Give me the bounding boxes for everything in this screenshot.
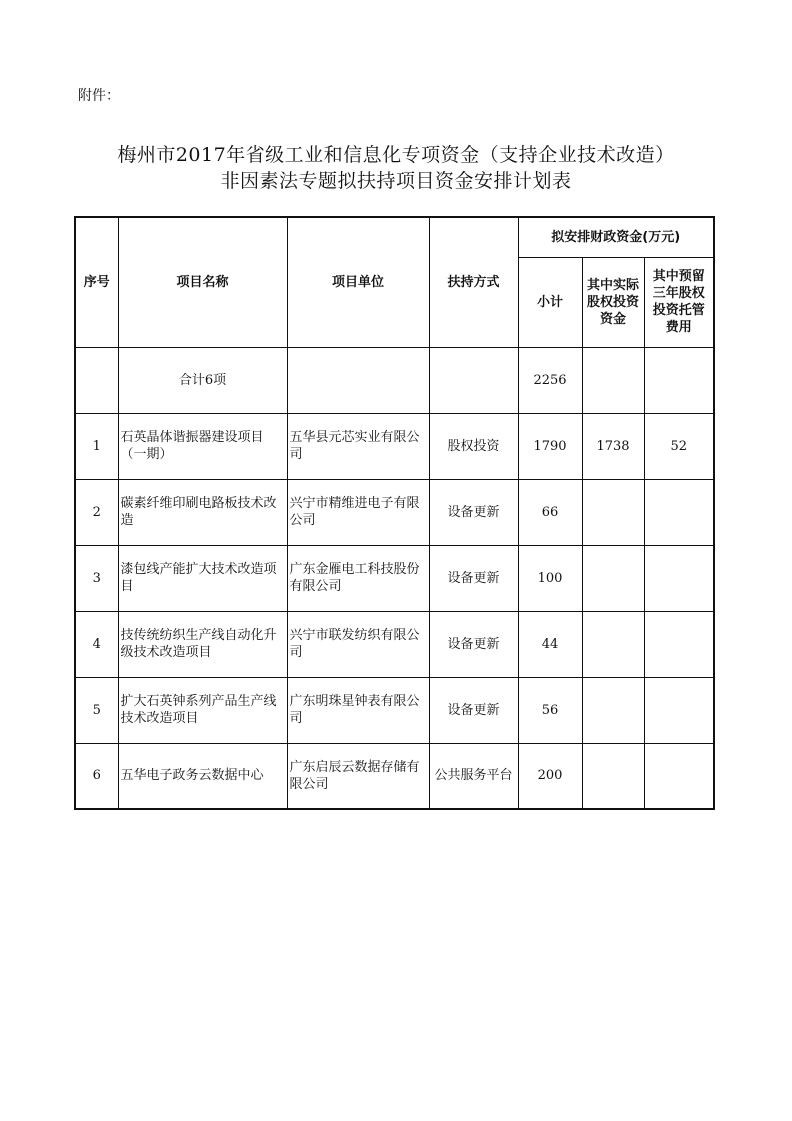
total-row: [75, 347, 714, 413]
row-support-method: 设备更新: [429, 677, 518, 743]
header-row-1: [75, 217, 714, 257]
row-reserved-fee: [644, 479, 714, 545]
row-subtotal: 56: [518, 677, 582, 743]
row-project-name: 技传统纺织生产线自动化升级技术改造项目: [118, 611, 287, 677]
row-subtotal: 100: [518, 545, 582, 611]
row-reserved-fee: [644, 677, 714, 743]
row-project-name: 石英晶体谐振器建设项目（一期）: [118, 413, 287, 479]
table-row: [75, 677, 714, 743]
table-row: [75, 479, 714, 545]
row-reserved-fee: 52: [644, 413, 714, 479]
table-row: [75, 611, 714, 677]
table-row: [75, 743, 714, 809]
document-title-line2: 非因素法专题拟扶持项目资金安排计划表: [220, 170, 572, 192]
row-support-method: 设备更新: [429, 479, 518, 545]
total-actual-cell: [582, 347, 644, 413]
row-support-method: 设备更新: [429, 611, 518, 677]
total-reserved-cell: [644, 347, 714, 413]
row-project-unit: 广东明珠星钟表有限公司: [287, 677, 429, 743]
row-reserved-fee: [644, 611, 714, 677]
row-seq: 3: [75, 545, 118, 611]
total-label: 合计6项: [118, 347, 287, 413]
row-reserved-fee: [644, 743, 714, 809]
row-subtotal: 1790: [518, 413, 582, 479]
row-actual-equity: 1738: [582, 413, 644, 479]
row-seq: 4: [75, 611, 118, 677]
attachment-label: 附件：: [78, 88, 120, 104]
funding-plan-table: [74, 216, 715, 810]
row-project-name: 扩大石英钟系列产品生产线技术改造项目: [118, 677, 287, 743]
row-project-name: 漆包线产能扩大技术改造项目: [118, 545, 287, 611]
header-project-name: 项目名称: [118, 217, 287, 347]
header-subtotal: 小计: [518, 257, 582, 347]
document-title-line1: 梅州市2017年省级工业和信息化专项资金（支持企业技术改造）: [117, 144, 675, 166]
row-support-method: 设备更新: [429, 545, 518, 611]
total-method-cell: [429, 347, 518, 413]
row-seq: 5: [75, 677, 118, 743]
row-actual-equity: [582, 479, 644, 545]
header-reserved-fee: 其中预留三年股权投资托管费用: [644, 257, 714, 347]
row-actual-equity: [582, 545, 644, 611]
row-project-unit: 兴宁市精维进电子有限公司: [287, 479, 429, 545]
row-actual-equity: [582, 677, 644, 743]
header-project-unit: 项目单位: [287, 217, 429, 347]
row-actual-equity: [582, 611, 644, 677]
row-project-name: 五华电子政务云数据中心: [118, 743, 287, 809]
row-project-unit: 广东金雁电工科技股份有限公司: [287, 545, 429, 611]
row-subtotal: 66: [518, 479, 582, 545]
total-subtotal: 2256: [518, 347, 582, 413]
header-seq: 序号: [75, 217, 118, 347]
header-actual-equity: 其中实际股权投资资金: [582, 257, 644, 347]
row-actual-equity: [582, 743, 644, 809]
row-seq: 6: [75, 743, 118, 809]
table-row: [75, 545, 714, 611]
row-reserved-fee: [644, 545, 714, 611]
row-seq: 1: [75, 413, 118, 479]
row-support-method: 股权投资: [429, 413, 518, 479]
row-seq: 2: [75, 479, 118, 545]
row-project-unit: 广东启辰云数据存储有限公司: [287, 743, 429, 809]
row-project-name: 碳素纤维印刷电路板技术改造: [118, 479, 287, 545]
total-seq-cell: [75, 347, 118, 413]
row-support-method: 公共服务平台: [429, 743, 518, 809]
row-project-unit: 兴宁市联发纺织有限公司: [287, 611, 429, 677]
row-project-unit: 五华县元芯实业有限公司: [287, 413, 429, 479]
total-unit-cell: [287, 347, 429, 413]
header-funds-group: 拟安排财政资金(万元): [518, 217, 714, 257]
table-row: [75, 413, 714, 479]
row-subtotal: 200: [518, 743, 582, 809]
header-support-method: 扶持方式: [429, 217, 518, 347]
row-subtotal: 44: [518, 611, 582, 677]
